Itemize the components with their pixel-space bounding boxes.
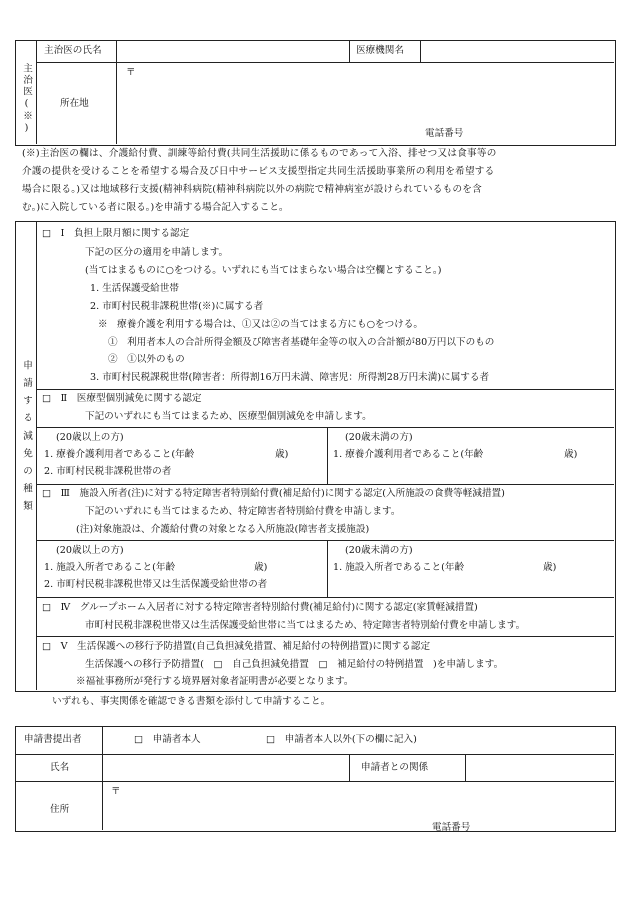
divider	[327, 540, 328, 597]
divider	[36, 62, 614, 63]
section-3-left-item: 2. 市町村民税非課税世帯又は生活保護受給世帯の者	[44, 579, 268, 590]
divider	[327, 427, 328, 484]
divider	[36, 221, 37, 690]
divider	[465, 754, 466, 781]
age-unit: 歳)	[564, 449, 578, 460]
section-3-line: 下記のいずれにも当てはまるため、特定障害者特別給付費を申請します。	[85, 506, 401, 517]
section-1-option[interactable]: 2. 市町村民税非課税世帯(※)に属する者	[90, 301, 264, 312]
attach-note: いずれも、事実関係を確認できる書類を添付して申請すること。	[52, 696, 331, 707]
submitter-label: 申請書提出者	[24, 734, 82, 745]
divider	[15, 754, 614, 755]
section-2-left-item: 1. 療養介護利用者であること(年齢	[44, 449, 195, 460]
divider	[15, 781, 614, 782]
divider	[420, 40, 421, 62]
section-2-left-item: 2. 市町村民税非課税世帯の者	[44, 466, 172, 477]
section-5-note: ※福祉事務所が発行する境界層対象者証明書が必要となります。	[76, 676, 354, 687]
divider	[36, 427, 614, 428]
divider	[349, 754, 350, 781]
section-1-title[interactable]: □ Ⅰ 負担上限月額に関する認定	[42, 228, 190, 239]
applicant-phone-label: 電話番号	[432, 822, 471, 833]
section-3-right-head: (20歳未満の方)	[345, 545, 413, 556]
physician-address-field[interactable]	[118, 64, 612, 142]
divider	[116, 40, 117, 144]
divider	[349, 40, 350, 62]
divider	[36, 636, 614, 637]
section-1-option[interactable]: ② ①以外のもの	[108, 354, 185, 365]
relation-label: 申請者との関係	[361, 762, 429, 773]
physician-name-label: 主治医の氏名	[44, 45, 102, 56]
note-line: 介護の提供を受けることを希望する場合及び日中サービス支援型指定共同生活援助事業所の利用を希望する	[22, 166, 495, 177]
age-unit: 歳)	[254, 562, 268, 573]
section-1-line: (当てはまるものに○をつける。いずれにも当てはまらない場合は空欄とすること。)	[85, 265, 442, 276]
age-unit: 歳)	[543, 562, 557, 573]
applicant-address-label: 住所	[50, 804, 70, 815]
section-3-left-item: 1. 施設入所者であること(年齢	[44, 562, 176, 573]
applicant-address-field[interactable]	[104, 783, 612, 828]
reduction-side-label: 申請する減免の種類	[21, 360, 32, 519]
postal-mark: 〒	[111, 786, 121, 797]
section-5-title[interactable]: □ Ⅴ 生活保護への移行予防措置(自己負担減免措置、補足給付の特例措置)に関する認定	[42, 641, 431, 652]
section-1-option[interactable]: ① 利用者本人の合計所得金額及び障害者基礎年金等の収入の合計額が80万円以下のもの	[108, 337, 495, 348]
section-1-line: 下記の区分の適用を申請します。	[85, 247, 229, 258]
section-1-option[interactable]: 1. 生活保護受給世帯	[90, 283, 179, 294]
section-1-line: ※ 療養介護を利用する場合は、①又は②の当てはまる方にも○をつける。	[98, 319, 423, 330]
divider	[36, 389, 614, 390]
section-4-line: 市町村民税非課税世帯又は生活保護受給世帯に当てはまるため、特定障害者特別給付費を申請します。	[85, 620, 526, 631]
divider	[36, 40, 37, 144]
section-5-line[interactable]: 生活保護への移行予防措置( □ 自己負担減免措置 □ 補足給付の特例措置 )を申請します。	[85, 659, 504, 670]
note-line: む。)に入院している者に限る。)を申請する場合記入すること。	[22, 202, 289, 213]
submitter-self-checkbox[interactable]: □ 申請者本人	[134, 734, 201, 745]
physician-phone-label: 電話番号	[425, 128, 464, 139]
section-2-line: 下記のいずれにも当てはまるため、医療型個別減免を申請します。	[85, 411, 372, 422]
divider	[36, 484, 614, 485]
applicant-name-field[interactable]	[104, 756, 347, 779]
applicant-name-label: 氏名	[50, 762, 70, 773]
section-2-right-item: 1. 療養介護利用者であること(年齢	[333, 449, 484, 460]
section-2-left-head: (20歳以上の方)	[56, 432, 124, 443]
divider	[36, 540, 614, 541]
section-4-title[interactable]: □ Ⅳ グループホーム入居者に対する特定障害者特別給付費(補足給付)に関する認定(家賃軽減措置)	[42, 602, 478, 613]
section-3-left-head: (20歳以上の方)	[56, 545, 124, 556]
divider	[36, 597, 614, 598]
section-1-option[interactable]: 3. 市町村民税課税世帯(障害者：所得割16万円未満、障害児：所得割28万円未満)に属する者	[90, 372, 490, 383]
note-line: (※)主治医の欄は、介護給付費、訓練等給付費(共同生活援助に係るものであって入浴、排せつ又は食事等の	[22, 148, 497, 159]
age-unit: 歳)	[275, 449, 289, 460]
section-3-right-item: 1. 施設入所者であること(年齢	[333, 562, 465, 573]
submitter-other-checkbox[interactable]: □ 申請者本人以外(下の欄に記入)	[266, 734, 417, 745]
institution-label: 医療機関名	[356, 45, 404, 56]
note-line: 場合に限る。)又は地域移行支援(精神科病院(精神科病院以外の病院で精神病室が設けられているものを含	[22, 184, 482, 195]
postal-mark: 〒	[126, 67, 136, 78]
divider	[102, 726, 103, 830]
physician-side-label: 主治医(※)	[21, 63, 32, 136]
section-3-title[interactable]: □ Ⅲ 施設入所者(注)に対する特定障害者特別給付費(補足給付)に関する認定(入所施設の食費等軽減措置)	[42, 488, 505, 499]
section-2-right-head: (20歳未満の方)	[345, 432, 413, 443]
institution-field[interactable]	[422, 42, 612, 61]
section-2-title[interactable]: □ Ⅱ 医療型個別減免に関する認定	[42, 393, 202, 404]
relation-field[interactable]	[467, 756, 612, 779]
section-3-note: (注)対象施設は、介護給付費の対象となる入所施設(障害者支援施設)	[76, 524, 370, 535]
physician-name-field[interactable]	[118, 42, 347, 61]
physician-address-label: 所在地	[60, 98, 89, 109]
